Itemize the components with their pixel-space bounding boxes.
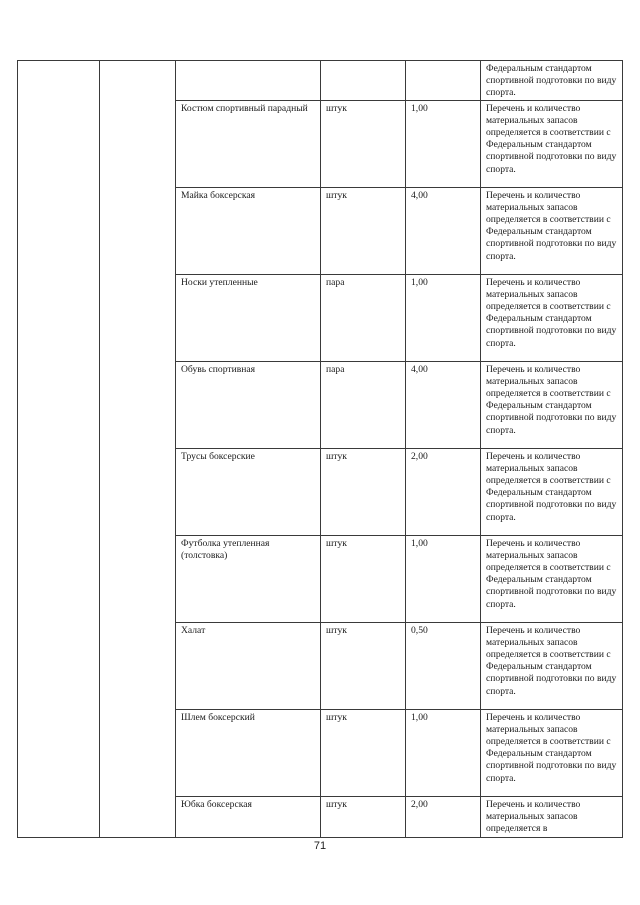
merged-cell-col1 (18, 61, 100, 838)
quantity-cell: 0,50 (406, 622, 481, 709)
quantity-cell: 1,00 (406, 274, 481, 361)
quantity-cell (406, 61, 481, 101)
quantity-cell: 1,00 (406, 709, 481, 796)
note-cell: Перечень и количество материальных запасов определяется в соответствии с Федеральным стандартом спортивной подготовки по виду спорта. (481, 100, 623, 187)
unit-cell: штук (321, 709, 406, 796)
note-cell: Федеральным стандартом спортивной подготовки по виду спорта. (481, 61, 623, 101)
quantity-cell: 1,00 (406, 100, 481, 187)
item-name-cell: Носки утепленные (176, 274, 321, 361)
note-cell: Перечень и количество материальных запасов определяется в соответствии с Федеральным стандартом спортивной подготовки по виду спорта. (481, 622, 623, 709)
unit-cell: штук (321, 535, 406, 622)
quantity-cell: 2,00 (406, 448, 481, 535)
quantity-cell: 1,00 (406, 535, 481, 622)
note-cell: Перечень и количество материальных запасов определяется в соответствии с Федеральным стандартом спортивной подготовки по виду спорта. (481, 361, 623, 448)
unit-cell: пара (321, 361, 406, 448)
item-name-cell: Трусы боксерские (176, 448, 321, 535)
quantity-cell: 2,00 (406, 796, 481, 837)
merged-cell-col2 (100, 61, 176, 838)
note-cell: Перечень и количество материальных запасов определяется в соответствии с Федеральным стандартом спортивной подготовки по виду спорта. (481, 709, 623, 796)
item-name-cell (176, 61, 321, 101)
unit-cell (321, 61, 406, 101)
page-number: 71 (313, 840, 327, 852)
quantity-cell: 4,00 (406, 187, 481, 274)
note-cell: Перечень и количество материальных запасов определяется в соответствии с Федеральным стандартом спортивной подготовки по виду спорта. (481, 274, 623, 361)
item-name-cell: Футболка утепленная (толстовка) (176, 535, 321, 622)
note-cell: Перечень и количество материальных запасов определяется в соответствии с Федеральным стандартом спортивной подготовки по виду спорта. (481, 187, 623, 274)
materials-table (17, 60, 623, 838)
item-name-cell: Обувь спортивная (176, 361, 321, 448)
unit-cell: штук (321, 622, 406, 709)
unit-cell: штук (321, 796, 406, 837)
item-name-cell: Майка боксерская (176, 187, 321, 274)
note-cell: Перечень и количество материальных запасов определяется в соответствии с Федеральным стандартом спортивной подготовки по виду спорта. (481, 448, 623, 535)
unit-cell: штук (321, 100, 406, 187)
materials-table-body (18, 61, 623, 838)
item-name-cell: Юбка боксерская (176, 796, 321, 837)
item-name-cell: Костюм спортивный парадный (176, 100, 321, 187)
item-name-cell: Шлем боксерский (176, 709, 321, 796)
note-cell: Перечень и количество материальных запасов определяется в (481, 796, 623, 837)
quantity-cell: 4,00 (406, 361, 481, 448)
unit-cell: пара (321, 274, 406, 361)
item-name-cell: Халат (176, 622, 321, 709)
table-row-continuation (18, 61, 623, 101)
unit-cell: штук (321, 187, 406, 274)
unit-cell: штук (321, 448, 406, 535)
note-cell: Перечень и количество материальных запасов определяется в соответствии с Федеральным стандартом спортивной подготовки по виду спорта. (481, 535, 623, 622)
